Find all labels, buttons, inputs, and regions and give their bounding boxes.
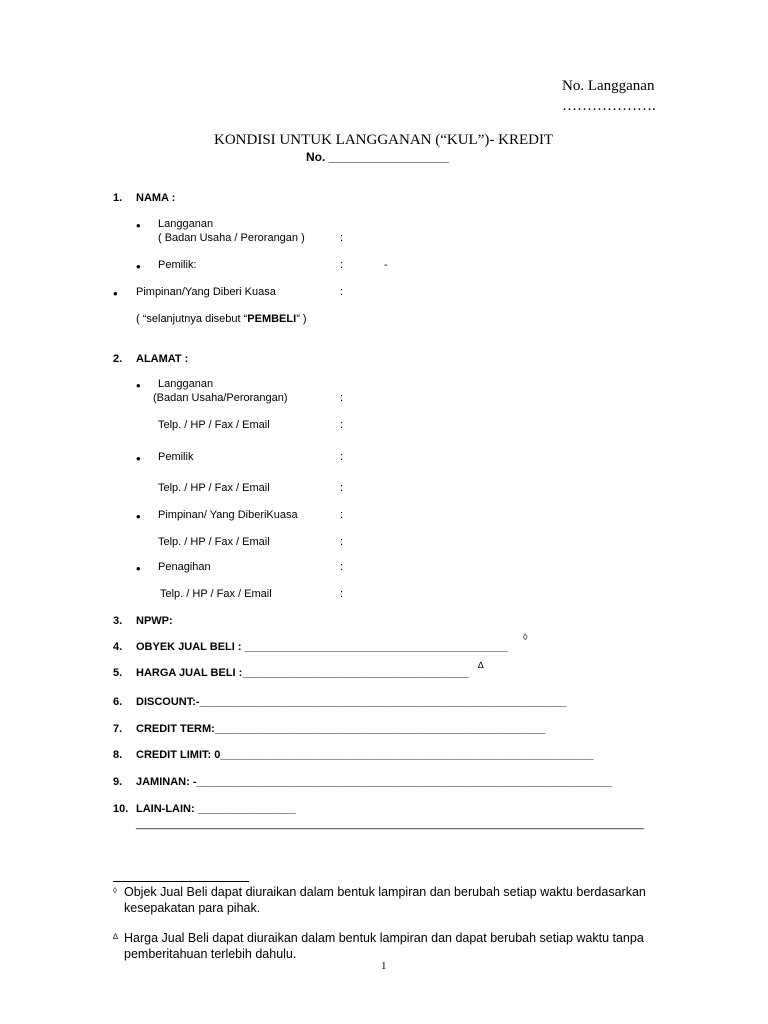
section-number: 10.: [113, 803, 129, 815]
field-colon: :: [340, 509, 344, 521]
footnote-1-line-1: Objek Jual Beli dapat diuraikan dalam bentuk lampiran dan berubah setiap waktu berdasarkan: [124, 885, 646, 899]
section-number: 6.: [113, 696, 123, 708]
bullet-icon: •: [136, 509, 141, 524]
field-label-telp: Telp. / HP / Fax / Email: [158, 419, 270, 431]
page-number: 1: [381, 960, 387, 972]
section-harga-jual-beli: HARGA JUAL BELI :_____________________________________: [136, 667, 469, 679]
section-number: 7.: [113, 723, 123, 735]
section-npwp: NPWP:: [136, 615, 173, 627]
footnote-2-line-2: pemberitahuan terlebih dahulu.: [124, 947, 297, 961]
footnote-1-line-2: kesepakatan para pihak.: [124, 901, 261, 915]
bullet-icon: •: [136, 259, 141, 274]
section-jaminan: JAMINAN: -____________________________________________________________________: [136, 776, 613, 788]
section-number: 2.: [113, 353, 123, 365]
footnote-separator: [113, 881, 249, 882]
bullet-icon: •: [136, 378, 141, 393]
page-title: KONDISI UNTUK LANGGANAN (“KUL”)- KREDIT: [214, 132, 554, 148]
title-number-line: No. __________________: [306, 150, 449, 164]
section-discount: DISCOUNT:-____________________________________________________________: [136, 696, 567, 708]
section-obyek-jual-beli: OBYEK JUAL BELI : ___________________________________________: [136, 641, 508, 653]
section-lain-lain: LAIN-LAIN: ________________: [136, 803, 296, 815]
field-colon: :: [340, 419, 344, 431]
section-number: 8.: [113, 749, 123, 761]
footnote-ref-delta-icon: ∆: [478, 660, 484, 670]
footnote-ref-diamond-icon: ◊: [523, 632, 528, 642]
section-heading-nama: NAMA :: [136, 192, 176, 204]
field-label-pemilik: Pemilik:: [158, 259, 197, 271]
field-label-telp: Telp. / HP / Fax / Email: [158, 482, 270, 494]
section-number: 5.: [113, 667, 123, 679]
footnote-mark-delta-icon: ∆: [113, 932, 118, 941]
bullet-icon: •: [136, 218, 141, 233]
field-colon: :: [340, 232, 344, 244]
field-label-penagihan: Penagihan: [158, 561, 211, 573]
field-colon: :: [340, 536, 344, 548]
section-heading-alamat: ALAMAT :: [136, 353, 189, 365]
bullet-icon: •: [113, 286, 118, 301]
pembeli-note-bold: PEMBELI: [247, 313, 297, 325]
field-label-langganan: Langganan: [158, 218, 214, 230]
no-langganan-dots: ……………….: [562, 98, 656, 114]
bullet-icon: •: [136, 561, 141, 576]
section-lain-lain-line: ___________________________________________________________________________________: [136, 818, 644, 830]
section-number: 1.: [113, 192, 123, 204]
field-colon: :: [340, 482, 344, 494]
field-sublabel-langganan: (Badan Usaha/Perorangan): [153, 392, 288, 404]
pembeli-note-pre: ( “selanjutnya disebut “: [136, 313, 248, 325]
footnote-mark-diamond-icon: ◊: [113, 886, 117, 895]
field-label-pimpinan: Pimpinan/ Yang DiberiKuasa: [158, 509, 298, 521]
pembeli-note-post: ” ): [296, 313, 307, 325]
field-sublabel-langganan: ( Badan Usaha / Perorangan ): [158, 232, 305, 244]
section-number: 9.: [113, 776, 123, 788]
field-label-pimpinan: Pimpinan/Yang Diberi Kuasa: [136, 286, 276, 298]
field-colon: :: [340, 451, 344, 463]
section-credit-term: CREDIT TERM:______________________________________________________: [136, 723, 546, 735]
pembeli-note: [136, 313, 307, 325]
section-number: 4.: [113, 641, 123, 653]
section-number: 3.: [113, 615, 123, 627]
field-colon: :: [340, 392, 344, 404]
no-langganan-label: No. Langganan: [562, 78, 655, 94]
field-colon: :: [340, 286, 344, 298]
field-value-pemilik: -: [384, 259, 388, 271]
section-credit-limit: CREDIT LIMIT: 0_____________________________________________________________: [136, 749, 594, 761]
field-label-telp: Telp. / HP / Fax / Email: [158, 536, 270, 548]
footnote-2-line-1: Harga Jual Beli dapat diuraikan dalam bentuk lampiran dan dapat berubah setiap waktu tanpa: [124, 931, 644, 945]
field-label-telp: Telp. / HP / Fax / Email: [160, 588, 272, 600]
field-label-langganan: Langganan: [158, 378, 214, 390]
field-colon: :: [340, 259, 344, 271]
field-colon: :: [340, 561, 344, 573]
field-label-pemilik: Pemilik: [158, 451, 194, 463]
bullet-icon: •: [136, 451, 141, 466]
field-colon: :: [340, 588, 344, 600]
